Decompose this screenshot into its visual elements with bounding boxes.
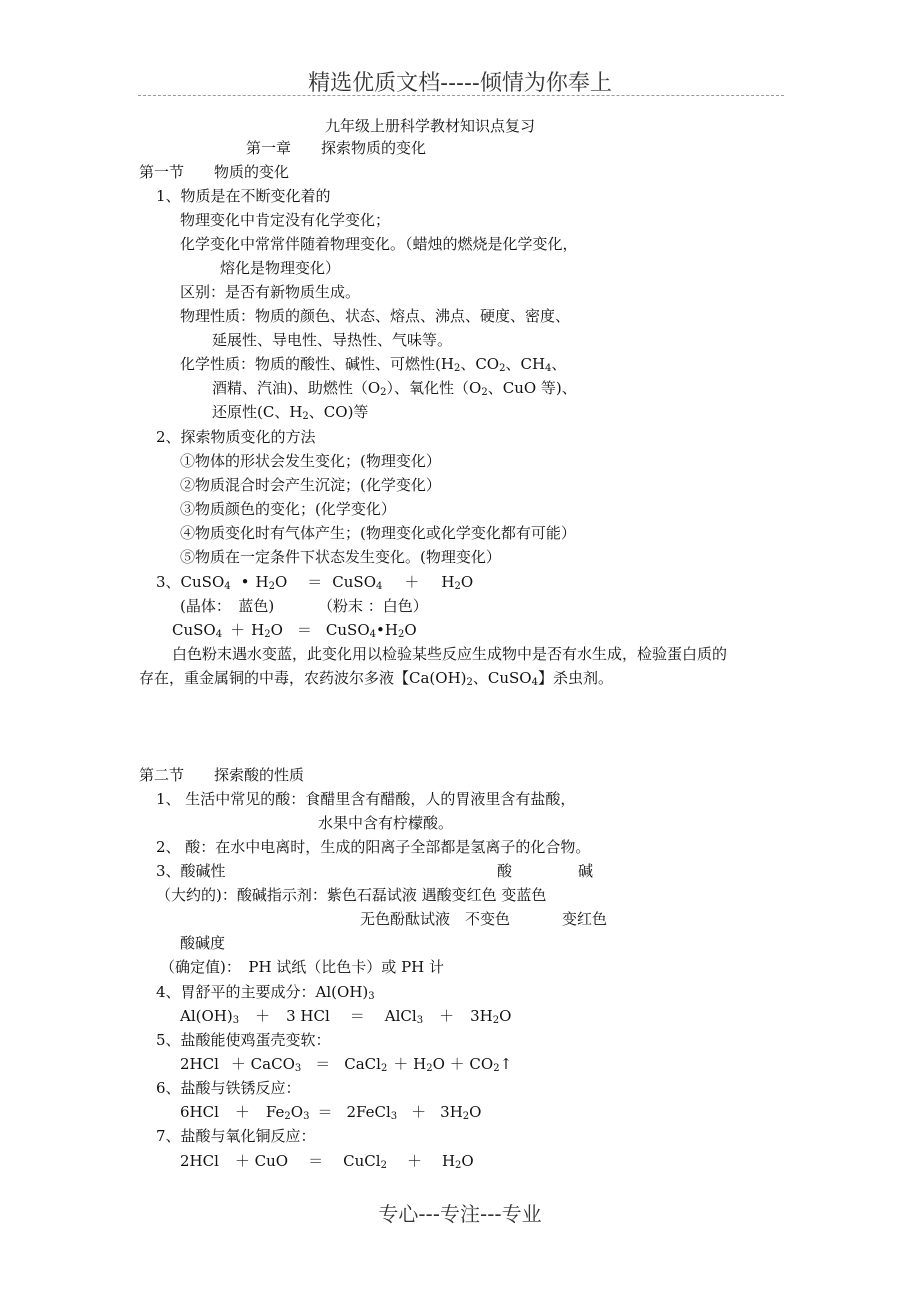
subscript: 3: [294, 1063, 302, 1074]
equation-line: [180, 1007, 511, 1025]
text-line: 2、探索物质变化的方法: [156, 428, 316, 446]
text-segment: O ＋ CO: [432, 1055, 494, 1073]
subscript: 4: [545, 363, 552, 374]
text-segment: 存在，重金属铜的中毒，农药波尔多液【Ca(OH): [139, 669, 467, 687]
paragraph-line: [139, 669, 613, 687]
text-line: 6、盐酸与铁锈反应：: [156, 1079, 301, 1097]
text-segment: 3H: [440, 1103, 463, 1121]
text-line: 化学变化中常常伴随着物理变化。（蜡烛的燃烧是化学变化，: [180, 235, 578, 253]
text-segment: ＋: [234, 1103, 250, 1121]
text-segment: CuSO: [332, 573, 377, 591]
text-segment: H: [441, 1152, 456, 1170]
subscript: 4: [376, 581, 383, 592]
subscript: 2: [492, 1015, 500, 1026]
equation-line: [180, 1152, 474, 1170]
text-segment: H: [251, 621, 265, 639]
text-segment: O: [404, 621, 417, 639]
text-segment: ）、氧化性（O: [386, 379, 482, 397]
text-segment: 还原性(C、H: [212, 403, 303, 421]
subscript: 4: [369, 629, 376, 640]
text-segment: 、: [551, 355, 567, 373]
subscript: 3: [368, 991, 375, 1002]
text-segment: 3H: [470, 1007, 493, 1025]
subscript: 2: [426, 1063, 433, 1074]
text-segment: ＋: [255, 1007, 271, 1025]
subscript: 2: [454, 581, 461, 592]
text-segment: 2HCl: [180, 1055, 219, 1073]
equation-line: [180, 1103, 481, 1121]
text-segment: 2HCl: [180, 1152, 219, 1170]
text-line: 3、酸碱性: [156, 862, 226, 880]
text-line: （大约的)：酸碱指示剂：紫色石磊试液 遇酸变红色 变蓝色: [156, 886, 547, 904]
subscript: 4: [224, 581, 231, 592]
subscript: 2: [453, 363, 461, 374]
chemical-properties-line: [180, 355, 566, 373]
text-segment: •H: [376, 621, 398, 639]
subscript: 2: [380, 387, 387, 398]
text-segment: O: [460, 573, 474, 591]
text-segment: 6HCl: [180, 1103, 219, 1121]
text-segment: 4、胃舒平的主要成分：Al(OH): [156, 983, 369, 1001]
text-segment: CuCl: [343, 1152, 381, 1170]
text-line: 1、物质是在不断变化着的: [156, 187, 331, 205]
subscript: 2: [264, 629, 271, 640]
text-segment: H: [441, 573, 455, 591]
text-line: 酸: [497, 862, 513, 880]
text-segment: 化学性质：物质的酸性、碱性、可燃性(H: [180, 355, 454, 373]
subscript: 2: [284, 1111, 291, 1122]
text-segment: 3、CuSO: [156, 573, 225, 591]
chemical-properties-line: [212, 379, 577, 397]
text-segment: ＝: [308, 1152, 324, 1170]
text-segment: •: [240, 573, 250, 591]
text-segment: ＋: [439, 1007, 455, 1025]
list-item: ③物质颜色的变化；(化学变化）: [180, 500, 396, 518]
text-segment: O: [461, 1152, 474, 1170]
subscript: 4: [215, 629, 223, 640]
text-segment: ＝: [349, 1007, 365, 1025]
text-line: 无色酚酞试液 不变色: [360, 910, 511, 928]
list-item: ①物体的形状会发生变化；(物理变化）: [180, 452, 441, 470]
equation-line: [156, 573, 473, 591]
subscript: 2: [455, 1160, 462, 1171]
subscript: 3: [232, 1015, 240, 1026]
text-segment: ＋: [411, 1103, 427, 1121]
subscript: 2: [397, 629, 405, 640]
header-divider: [138, 95, 784, 96]
subscript: 2: [481, 387, 488, 398]
subscript: 3: [390, 1111, 398, 1122]
text-segment: 、CO)等: [308, 403, 369, 421]
text-segment: ＋ CaCO: [230, 1055, 295, 1073]
chapter-heading: 第一章 探索物质的变化: [246, 139, 427, 157]
equation-line: [180, 1055, 512, 1073]
chemical-properties-line: [212, 403, 368, 421]
text-line: 7、盐酸与氧化铜反应：: [156, 1127, 316, 1145]
list-item: ⑤物质在一定条件下状态发生变化。(物理变化）: [180, 548, 501, 566]
text-line: 5、盐酸能使鸡蛋壳变软：: [156, 1031, 331, 1049]
text-segment: Fe: [265, 1103, 285, 1121]
subscript: 2: [268, 581, 275, 592]
text-line: 变红色: [562, 910, 608, 928]
text-line: 酸碱度: [180, 934, 226, 952]
equation-line: [172, 621, 417, 639]
text-segment: 、CuO 等)、: [487, 379, 577, 397]
text-segment: O: [469, 1103, 482, 1121]
text-line: 2、 酸：在水中电离时，生成的阳离子全部都是氢离子的化合物。: [156, 838, 591, 856]
text-line: 1、 生活中常见的酸：食醋里含有醋酸，人的胃液里含有盐酸，: [156, 790, 576, 808]
subscript: 3: [303, 1111, 310, 1122]
text-segment: Al(OH): [180, 1007, 233, 1025]
subscript: 2: [466, 677, 473, 688]
text-line: 物理变化中肯定没有化学变化；: [180, 211, 391, 229]
text-segment: ＋ CuO: [234, 1152, 289, 1170]
text-segment: CuSO: [325, 621, 370, 639]
text-segment: 3 HCl: [286, 1007, 330, 1025]
text-line: 水果中含有柠檬酸。: [318, 814, 454, 832]
text-line: 物理性质：物质的颜色、状态、熔点、沸点、硬度、密度、: [180, 307, 571, 325]
list-item: ②物质混合时会产生沉淀；(化学变化）: [180, 476, 441, 494]
section1-heading: 第一节 物质的变化: [139, 163, 290, 181]
text-segment: ＋: [404, 573, 420, 591]
text-segment: ＋ H: [393, 1055, 427, 1073]
text-segment: 、CuSO: [472, 669, 532, 687]
text-segment: ＝: [317, 1103, 333, 1121]
text-segment: H: [255, 573, 269, 591]
text-segment: 】杀虫剂。: [537, 669, 613, 687]
page-header-title: 精选优质文档-----倾情为你奉上: [308, 71, 612, 96]
text-segment: 、CH: [505, 355, 546, 373]
text-segment: 酒精、汽油)、助燃性（O: [212, 379, 381, 397]
paragraph-line: 白色粉末遇水变蓝，此变化用以检验某些反应生成物中是否有水生成，检验蛋白质的: [172, 645, 728, 663]
text-segment: ＝: [315, 1055, 331, 1073]
text-segment: CuSO: [172, 621, 216, 639]
text-line: (晶体： 蓝色): [180, 597, 275, 615]
text-line: [156, 983, 375, 1001]
text-segment: O: [270, 621, 283, 639]
text-segment: AlCl: [384, 1007, 417, 1025]
document-title: 九年级上册科学教材知识点复习: [325, 117, 536, 135]
subscript: 2: [302, 411, 309, 422]
text-line: 碱: [578, 862, 594, 880]
page-footer: 专心---专注---专业: [378, 1202, 542, 1226]
text-segment: ＋: [406, 1152, 422, 1170]
subscript: 2: [380, 1063, 388, 1074]
subscript: 2: [499, 363, 506, 374]
text-segment: CaCl: [344, 1055, 381, 1073]
text-segment: 、CO: [460, 355, 500, 373]
text-segment: ＝: [296, 621, 312, 639]
list-item: ④物质变化时有气体产生；(物理变化或化学变化都有可能）: [180, 524, 576, 542]
subscript: 2: [493, 1063, 500, 1074]
text-line: （粉末 ：白色）: [318, 597, 428, 615]
subscript: 4: [531, 677, 538, 688]
text-segment: 2FeCl: [346, 1103, 391, 1121]
subscript: 2: [462, 1111, 470, 1122]
text-line: 延展性、导电性、导热性、气味等。: [212, 331, 453, 349]
text-line: （确定值)： PH 试纸（比色卡）或 PH 计: [160, 958, 445, 976]
text-segment: ＋: [230, 621, 246, 639]
subscript: 3: [416, 1015, 424, 1026]
text-line: 熔化是物理变化）: [220, 259, 341, 277]
text-segment: O: [274, 573, 288, 591]
section2-heading: 第二节 探索酸的性质: [139, 766, 305, 784]
text-segment: O: [290, 1103, 304, 1121]
subscript: 2: [380, 1160, 387, 1171]
gas-arrow: ↑: [499, 1055, 513, 1073]
text-line: 区别：是否有新物质生成。: [180, 283, 361, 301]
text-segment: O: [499, 1007, 512, 1025]
text-segment: ＝: [307, 573, 323, 591]
